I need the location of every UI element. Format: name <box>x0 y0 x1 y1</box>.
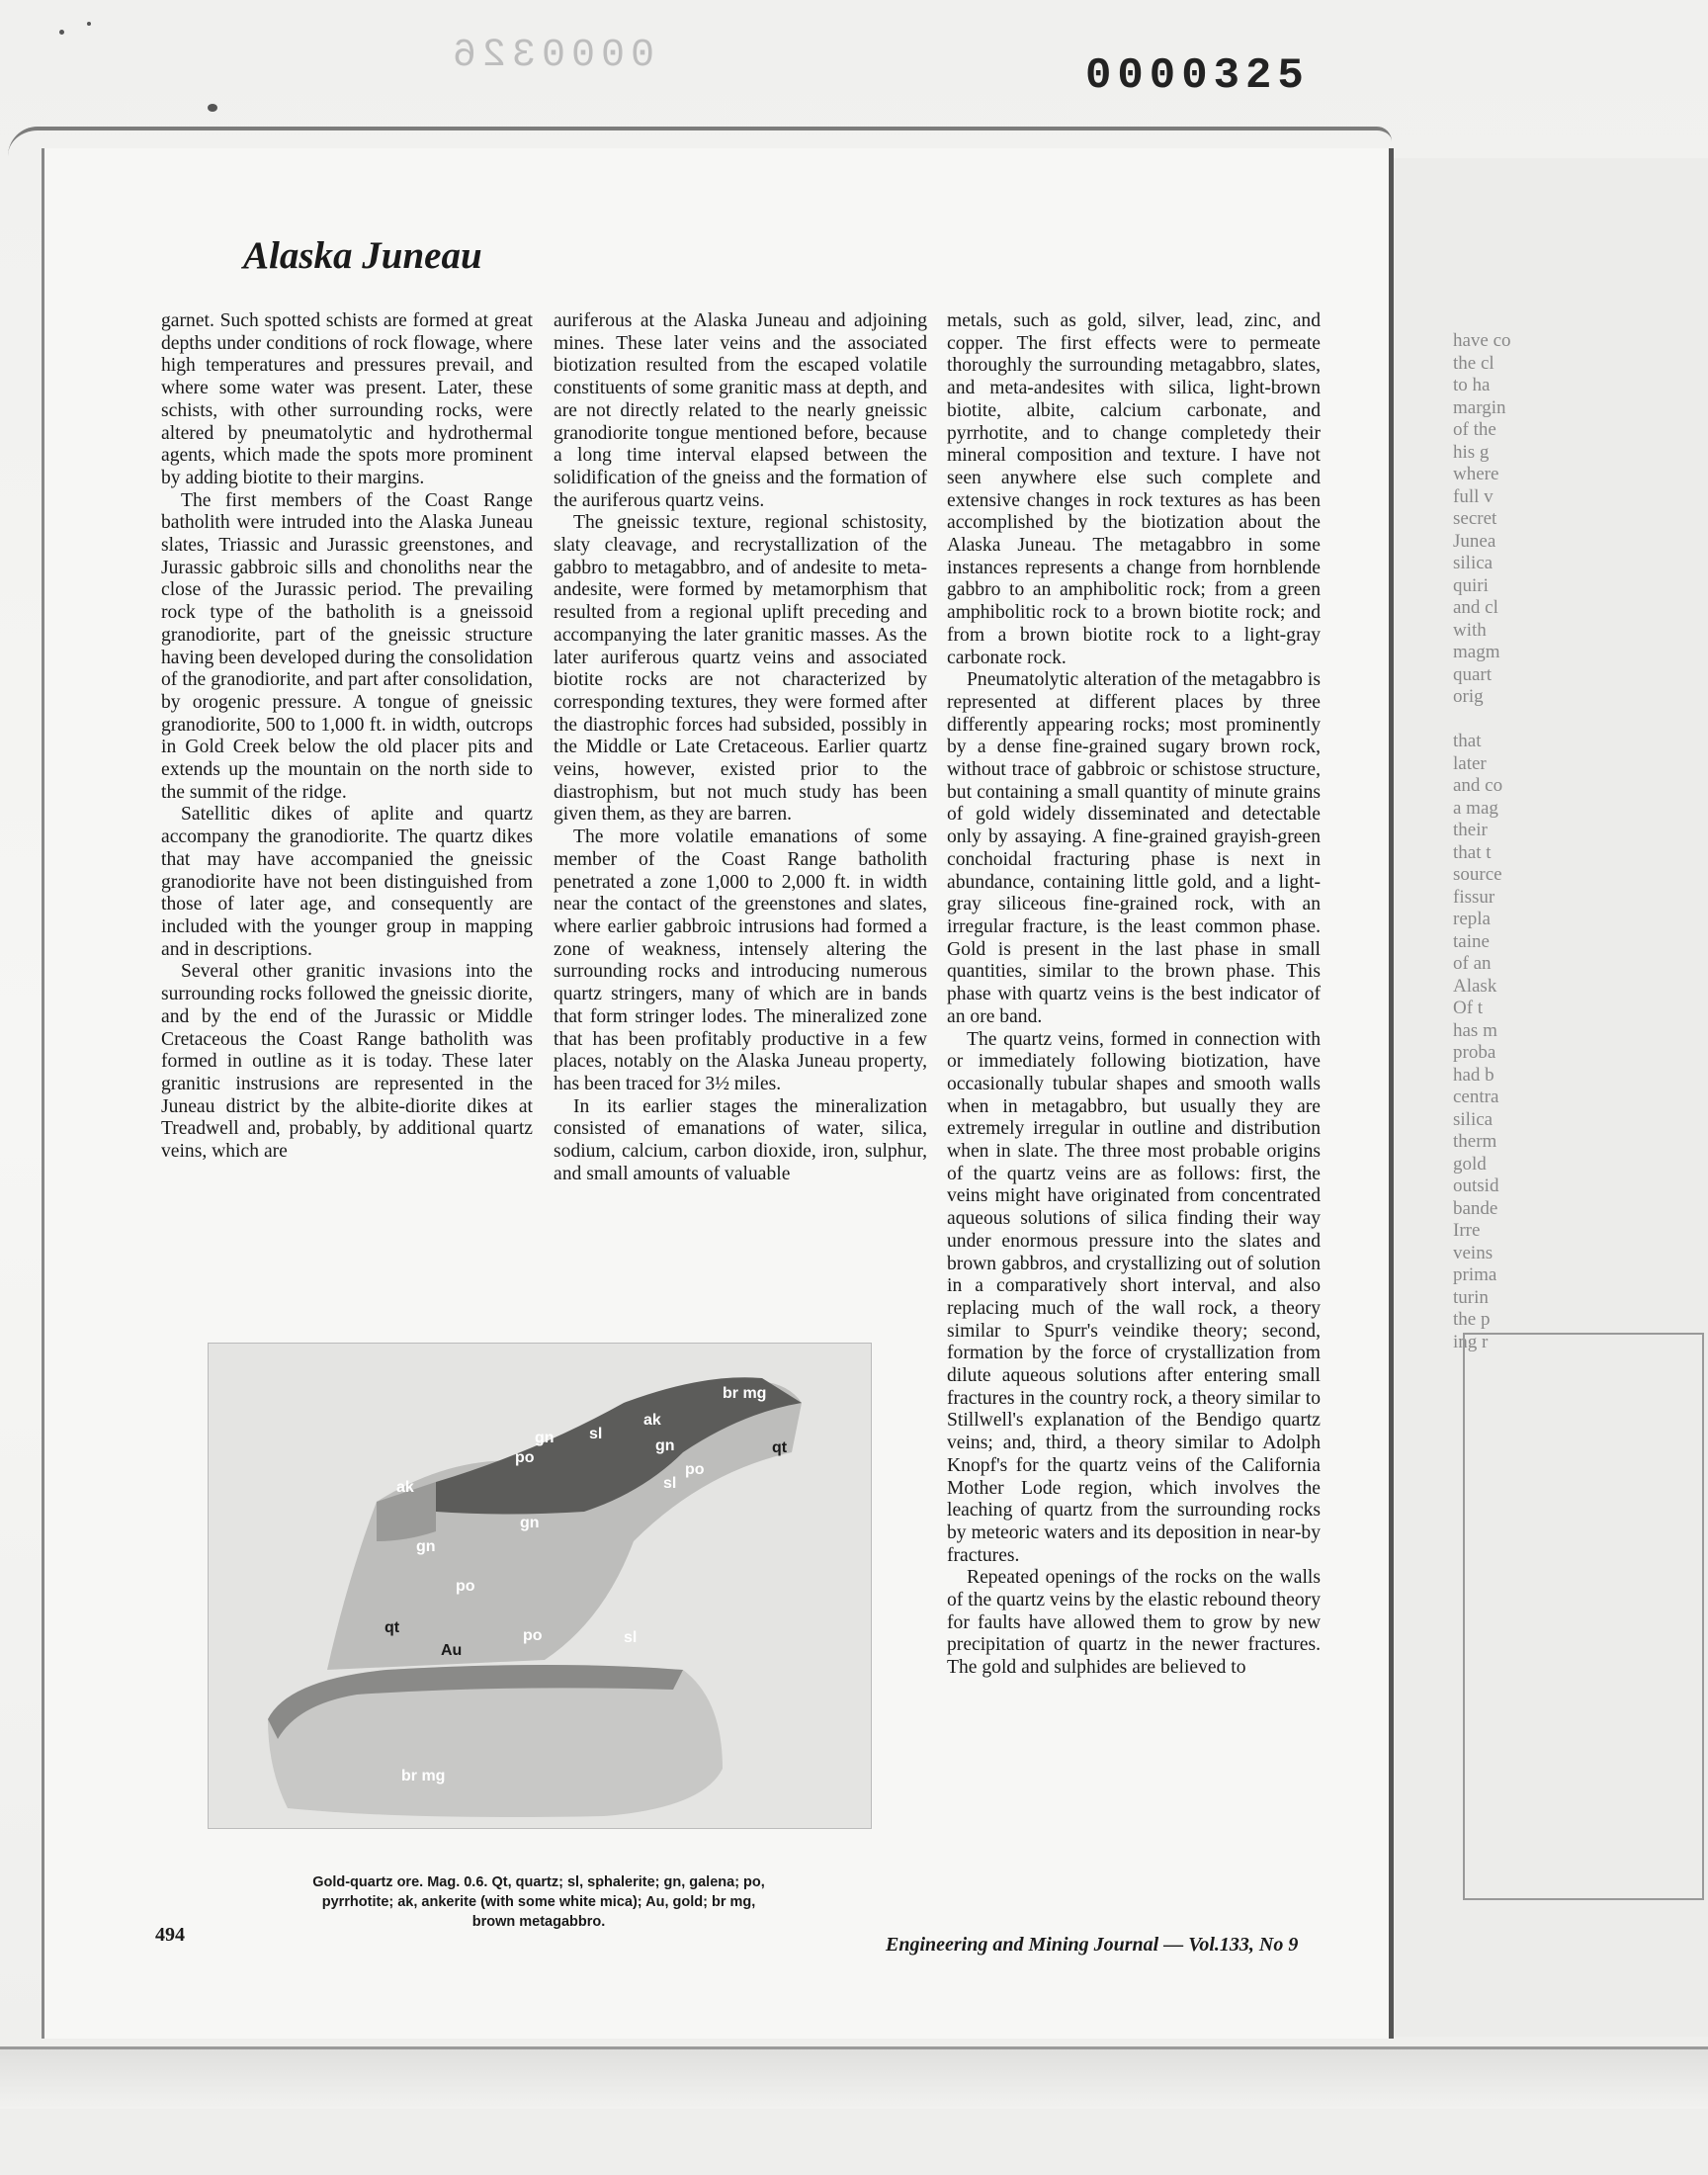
next-page-fragment: secret <box>1453 508 1497 529</box>
next-page-fragment: have co <box>1453 330 1511 351</box>
paragraph: The quartz veins, formed in connection with or immediately following biotization, have occasionally tubular shapes and smooth walls when in metagabbro, but usually they are extremely irregular in outline and distribution when in slate. The three most probable origins of the quartz veins are as follows: first, the veins might have originated from concentrated aqueous solutions of silica finding their way under enormous pressure into the slates and brown gabbros, and crystallizing out of solution in a comparatively short interval, and also replacing much of the wall rock, a theory similar to Spurr's veindike theory; second, formation by the force of crystallization from dilute aqueous solutions after entering small fractures in the country rock, a theory similar to Stillwell's explanation of the Bendigo quartz veins; and, third, a theory similar to Adolph Knopf's for the quartz veins of the California Mother Lode region, which involves the leaching of quartz from the surrounding rocks by meteoric waters and its deposition in near-by fractures. <box>947 1028 1321 1566</box>
next-page-fragment <box>1453 709 1542 732</box>
figure-label: Au <box>441 1642 463 1659</box>
next-page-fragment: silica <box>1453 553 1494 573</box>
next-page-fragment: therm <box>1453 1131 1497 1152</box>
next-page-fragment: the p <box>1453 1309 1491 1330</box>
next-page-fragment: of the <box>1453 419 1496 440</box>
next-page-fragment: the cl <box>1453 352 1494 374</box>
next-page-fragment: of an <box>1453 953 1492 974</box>
next-page-fragment: and cl <box>1453 597 1498 618</box>
next-page-fragment: full v <box>1453 485 1494 507</box>
figure-label: sl <box>663 1475 677 1492</box>
next-page-fragment: has m <box>1453 1019 1497 1041</box>
caption-line: brown metagabbro. <box>471 1914 606 1930</box>
paragraph: The gneissic texture, regional schistosity, slaty cleavage, and recrystallization of the gabbro to metagabbro, and of andesite to meta-andesite, were formed by metamorphism that resulted from a regional uplift preceding and accompanying the later granitic masses. As the later auriferous quartz veins and associated biotite rocks are not characterized by corresponding textures, they were formed after the diastrophic forces had subsided, possibly in the Middle or Late Cretaceous. Earlier quartz veins, however, existed prior to the diastrophism, but not much study has been given them, as they are barren. <box>554 512 927 826</box>
next-page-fragment: ing r <box>1453 1331 1489 1352</box>
next-page-text <box>1453 330 1542 1353</box>
next-page-fragment: bande <box>1453 1197 1498 1219</box>
next-page-fragment: quiri <box>1453 574 1489 596</box>
next-page-fragment: and co <box>1453 775 1503 796</box>
scan-speck <box>87 22 91 26</box>
next-page-fragment: that <box>1453 731 1482 751</box>
figure-label: ak <box>396 1479 414 1496</box>
figure-label: br mg <box>723 1385 767 1402</box>
figure-label: gn <box>416 1538 436 1555</box>
next-page-fragment: margin <box>1453 396 1506 418</box>
next-page-fragment: where <box>1453 464 1499 484</box>
next-page-fragment: Junea <box>1453 530 1496 552</box>
next-page-fragment: proba <box>1453 1042 1496 1063</box>
journal-footer: Engineering and Mining Journal — Vol.133, No 9 <box>886 1934 1299 1956</box>
next-page-fragment: silica <box>1453 1108 1494 1130</box>
next-page-fragment: source <box>1453 864 1502 885</box>
next-page-fragment: Irre <box>1453 1220 1481 1241</box>
paragraph: metals, such as gold, silver, lead, zinc, and copper. The first effects were to permeate thoroughly the surrounding metagabbro, slates, and meta-andesites with silica, light-brown biotite, albite, calcium carbonate, and pyrrhotite, and to change completedy their mineral composition and texture. I have not seen anywhere else such complete and extensive changes in rock textures as has been accomplished by the biotization about the Alaska Juneau. The metagabbro in some instances represents a change from hornblende gabbro to an amphibolitic rock; from a green amphibolitic rock to a brown biotite rock; and from a brown biotite rock to a light-gray carbonate rock. <box>947 310 1321 668</box>
scan-speck <box>59 30 64 35</box>
next-page-fragment: had b <box>1453 1064 1494 1086</box>
next-page-fragment: their <box>1453 820 1488 840</box>
paragraph: Satellitic dikes of aplite and quartz accompany the granodiorite. The quartz dikes that may have accompanied the gneissic granodiorite have not been distinguished from those of later age, and consequently are included with the younger group in mapping and in descriptions. <box>161 804 533 960</box>
next-page-fragment: Alask <box>1453 975 1497 997</box>
next-page-fragment: quart <box>1453 663 1493 685</box>
next-page-fragment: taine <box>1453 930 1490 952</box>
next-page-fragment: a mag <box>1453 797 1498 819</box>
next-page-fragment: outsid <box>1453 1175 1499 1196</box>
paragraph: auriferous at the Alaska Juneau and adjoining mines. These later veins and the associated biotization resulted from the escaped volatile constituents of some granitic mass at depth, and are not directly related to the nearly gneissic granodiorite tongue mentioned before, because a long time interval elapsed between the solidification of the gneiss and the formation of the auriferous quartz veins. <box>554 310 927 511</box>
article-title: Alaska Juneau <box>243 234 482 277</box>
figure-label: gn <box>520 1515 540 1531</box>
figure-label: po <box>456 1578 475 1595</box>
next-page-figure-frame <box>1463 1333 1704 1900</box>
next-page-fragment: magm <box>1453 642 1500 662</box>
figure-label: sl <box>589 1426 603 1442</box>
figure-label: po <box>515 1449 535 1466</box>
next-page-fragment: that t <box>1453 841 1492 863</box>
figure-label: ak <box>643 1412 661 1429</box>
paragraph: The more volatile emanations of some member of the Coast Range batholith penetrated a zone 1,000 to 2,000 ft. in width near the contact of the greenstones and slates, where earlier gabbroic intrusions had formed a zone of weakness, intensely altering the surrounding rocks and introducing numerous quartz stringers, many of which are in bands that form stringer lodes. The mineralized zone that has been profitably productive in a few places, notably on the Alaska Juneau property, has been traced for 3½ miles. <box>554 826 927 1094</box>
figure-label: br mg <box>401 1768 446 1784</box>
paragraph: The first members of the Coast Range batholith were intruded into the Alaska Juneau slates, Triassic and Jurassic greenstones, and Jurassic gabbroic sills and chonoliths near the close of the Jurassic period. The prevailing rock type of the batholith is a gneissoid granodiorite, part of the gneissic structure having been developed during the consolidation of the granodiorite, and part after consolidation, by orogenic pressure. A tongue of gneissic granodiorite, 500 to 1,000 ft. in width, outcrops in Gold Creek below the old placer pits and extends up the mountain on the north side to the summit of the ridge. <box>161 489 533 803</box>
next-page-fragment: Of t <box>1453 998 1484 1018</box>
paragraph: Pneumatolytic alteration of the metagabbro is represented at different places by three differently appearing rocks; most prominently by a dense fine-grained sugary brown rock, without trace of gabbroic or schistose structure, but containing a small quantity of minute grains of gold widely disseminated and detectable only by assaying. A fine-grained grayish-green conchoidal fracturing phase is next in abundance, containing little gold, and a light-gray siliceous fine-grained rock, with an irregular fracture, is the least common phase. Gold is present in the last phase in small quantities, similar to the brown phase. This phase with quartz veins is the best indicator of an ore band. <box>947 669 1321 1027</box>
paragraph: In its earlier stages the mineralization consisted of emanations of water, silica, sodium, calcium, carbon dioxide, iron, sulphur, and small amounts of valuable <box>554 1095 927 1184</box>
figure-label: gn <box>535 1430 555 1446</box>
next-page-fragment: his g <box>1453 441 1490 463</box>
ore-specimen-photo <box>208 1343 872 1829</box>
paragraph: Several other granitic invasions into the surrounding rocks followed the gneissic diorite, and by the end of the Jurassic or Middle Cretaceous the Coast Range batholith was formed in outline as it is today. These later granitic instrusions are represented in the Juneau district by the albite-diorite dikes at Treadwell and, probably, by additional quartz veins, which are <box>161 961 533 1163</box>
next-page-fragment: fissur <box>1453 886 1495 908</box>
text-column-3 <box>947 310 1321 1680</box>
next-page-fragment: prima <box>1453 1264 1497 1285</box>
paragraph: garnet. Such spotted schists are formed at great depths under conditions of rock flowage, where high temperatures and pressures prevail, and where some water was present. Later, these schists, with other surrounding rocks, were altered by pneumatolytic and hydrothermal agents, which made the spots more prominent by adding biotite to their margins. <box>161 310 533 488</box>
caption-line: Gold-quartz ore. Mag. 0.6. Qt, quartz; sl, sphalerite; gn, galena; po, <box>312 1874 765 1890</box>
page-fold-bottom <box>0 2046 1708 2109</box>
text-column-1 <box>161 310 533 1164</box>
figure-label: po <box>685 1461 705 1478</box>
paragraph: Repeated openings of the rocks on the walls of the quartz veins by the elastic rebound theory for faults have allowed them to grow by new precipitation of quartz in the newer fractures. The gold and sulphides are believed to <box>947 1567 1321 1679</box>
figure-label: qt <box>772 1439 788 1456</box>
next-page-fragment: with <box>1453 619 1487 641</box>
figure-label: po <box>523 1627 543 1644</box>
figure-label: sl <box>624 1629 638 1646</box>
bleed-through-document-id: 0000326 <box>447 34 655 78</box>
caption-line: pyrrhotite; ak, ankerite (with some white mica); Au, gold; br mg, <box>321 1894 756 1910</box>
next-page-fragment: turin <box>1453 1286 1489 1308</box>
next-page-fragment: repla <box>1453 909 1491 929</box>
next-page-fragment: later <box>1453 752 1487 774</box>
figure-label: qt <box>384 1619 400 1636</box>
next-page-fragment: gold <box>1453 1153 1487 1174</box>
next-page-fragment: to ha <box>1453 375 1491 395</box>
next-page-fragment: centra <box>1453 1087 1499 1107</box>
next-page-fragment: orig <box>1453 686 1484 707</box>
text-column-2 <box>554 310 927 1185</box>
figure-label: gn <box>655 1437 675 1454</box>
page-number: 494 <box>155 1924 185 1946</box>
document-id-stamp: 0000325 <box>1085 51 1310 101</box>
figure-caption <box>203 1872 875 1932</box>
specimen-illustration <box>209 1344 871 1828</box>
scan-speck <box>208 104 217 112</box>
next-page-fragment: veins <box>1453 1242 1494 1263</box>
